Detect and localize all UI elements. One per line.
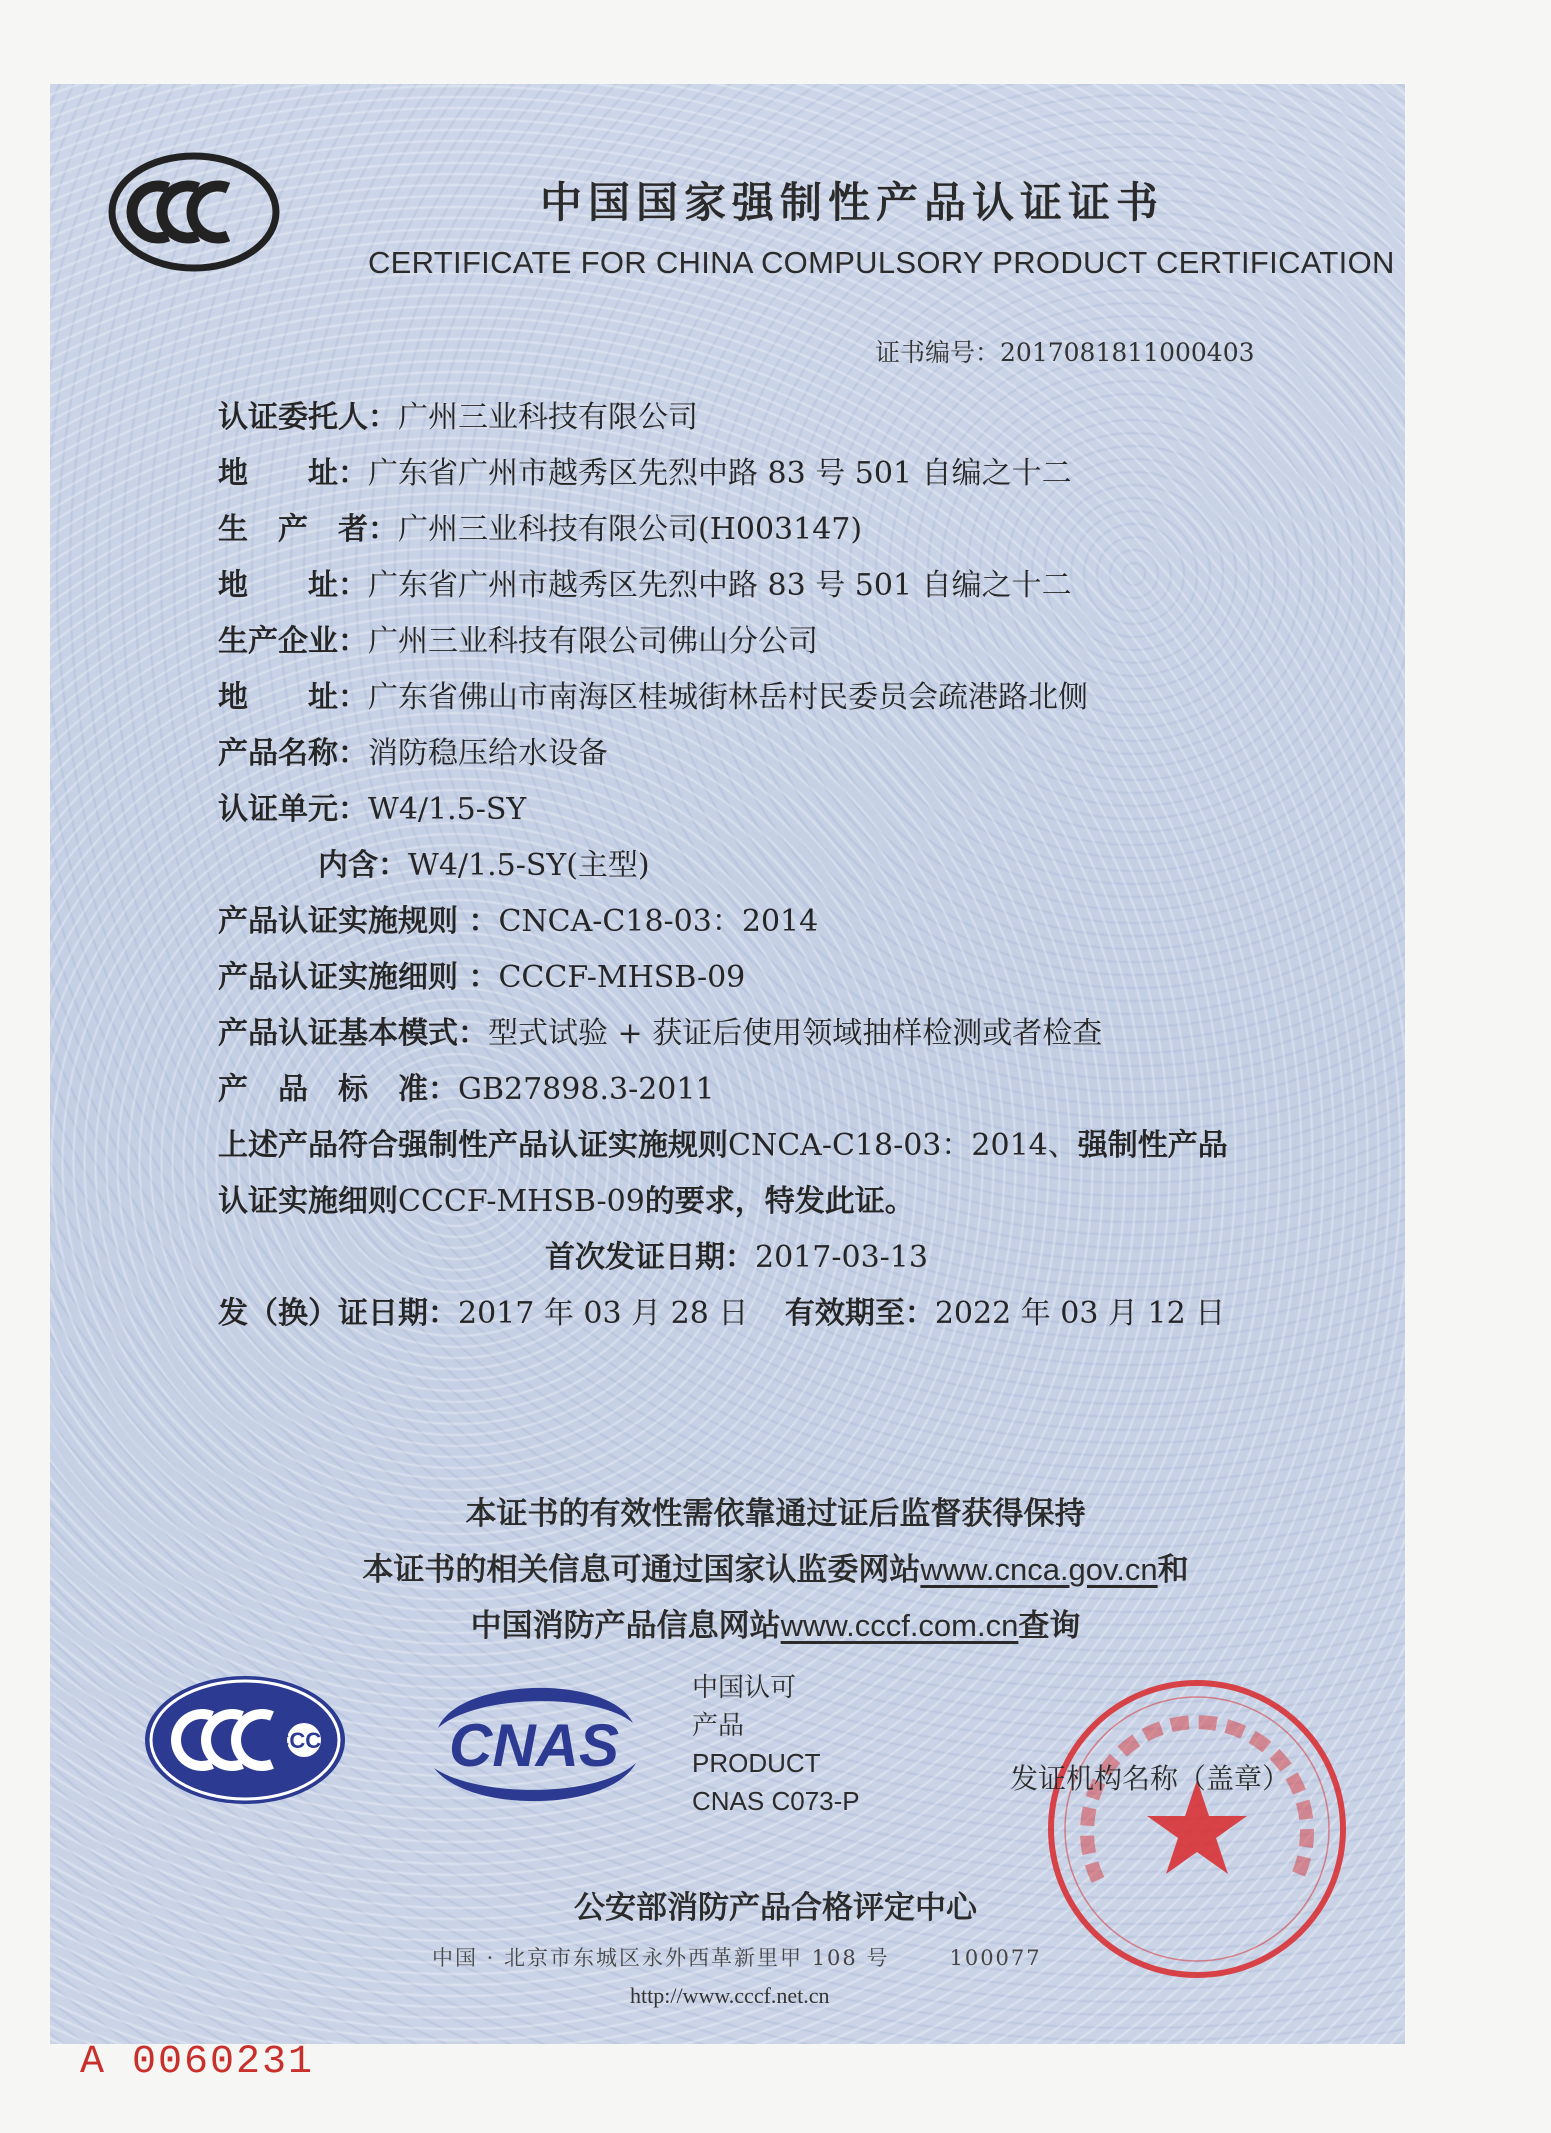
official-seal-icon (1038, 1670, 1356, 1988)
notice-cccf: 中国消防产品信息网站www.cccf.com.cn查询 (470, 1608, 1081, 1644)
row-certification-mode: 产品认证基本模式：型式试验 + 获证后使用领域抽样检测或者检查 (218, 1016, 1103, 1051)
row-applicant: 认证委托人：广州三业科技有限公司 (218, 400, 698, 435)
cnca-link[interactable]: www.cnca.gov.cn (920, 1552, 1158, 1587)
row-manufacturer-address: 地 址：广东省广州市越秀区先烈中路 83 号 501 自编之十二 (218, 568, 1072, 603)
row-implementation-rules: 产品认证实施规则 ：CNCA-C18-03：2014 (218, 904, 819, 939)
issuer-address: 中国 · 北京市东城区永外西革新里甲 108 号 100077 (432, 1946, 1042, 1970)
cccf-logo-icon (142, 1672, 348, 1808)
row-manufacturer: 生 产 者：广州三业科技有限公司(H003147) (218, 512, 863, 547)
issue-and-validity-dates: 发（换）证日期：2017 年 03 月 28 日 有效期至：2022 年 03 月 12 日 (218, 1296, 1226, 1331)
row-factory-address: 地 址：广东省佛山市南海区桂城街林岳村民委员会疏港路北侧 (218, 680, 1088, 715)
row-product-name: 产品名称：消防稳压给水设备 (218, 736, 608, 771)
issuer-website[interactable]: http://www.cccf.net.cn (630, 1983, 830, 2008)
cnas-logo-icon (418, 1668, 650, 1818)
row-implementation-details: 产品认证实施细则 ：CCCF-MHSB-09 (218, 960, 746, 995)
notice-cnca: 本证书的相关信息可通过国家认监委网站www.cnca.gov.cn和 (362, 1552, 1189, 1588)
conformity-line-1: 上述产品符合强制性产品认证实施规则CNCA-C18-03：2014、强制性产品 (218, 1128, 1228, 1163)
certificate-number-value: 2017081811000403 (1000, 338, 1255, 367)
row-contains: 内含：W4/1.5-SY(主型) (318, 848, 650, 883)
cccf-link[interactable]: www.cccf.com.cn (780, 1608, 1019, 1643)
issuer-label: 发证机构名称（盖章） (1010, 1762, 1291, 1795)
certificate-number-label: 证书编号： (875, 338, 1001, 367)
row-certification-unit: 认证单元：W4/1.5-SY (218, 792, 527, 827)
conformity-line-2: 认证实施细则CCCF-MHSB-09的要求，特发此证。 (218, 1184, 915, 1219)
issuing-center-name: 公安部消防产品合格评定中心 (574, 1890, 977, 1926)
first-issue-date: 首次发证日期：2017-03-13 (545, 1240, 928, 1275)
row-product-standard: 产 品 标 准：GB27898.3-2011 (218, 1072, 715, 1107)
cnas-logo-text: CNAS (448, 1712, 620, 1779)
issuer-postcode: 100077 (949, 1946, 1042, 1970)
ccc-logo-icon (104, 150, 284, 275)
notice-validity: 本证书的有效性需依靠通过证后监督获得保持 (465, 1496, 1086, 1532)
certificate-number (875, 333, 1255, 369)
cccf-logo-text: CCCF (273, 1728, 335, 1753)
row-factory: 生产企业：广州三业科技有限公司佛山分公司 (218, 624, 818, 659)
serial-number: A 0060231 (80, 2040, 315, 2085)
row-applicant-address: 地 址：广东省广州市越秀区先烈中路 83 号 501 自编之十二 (218, 456, 1072, 491)
title-chinese: 中国国家强制性产品认证证书 (540, 178, 1165, 227)
cnas-accreditation-text: 中国认可 产品 PRODUCT CNAS C073-P (692, 1672, 860, 1816)
title-english: CERTIFICATE FOR CHINA COMPULSORY PRODUCT CERTIFICATION (368, 245, 1395, 280)
